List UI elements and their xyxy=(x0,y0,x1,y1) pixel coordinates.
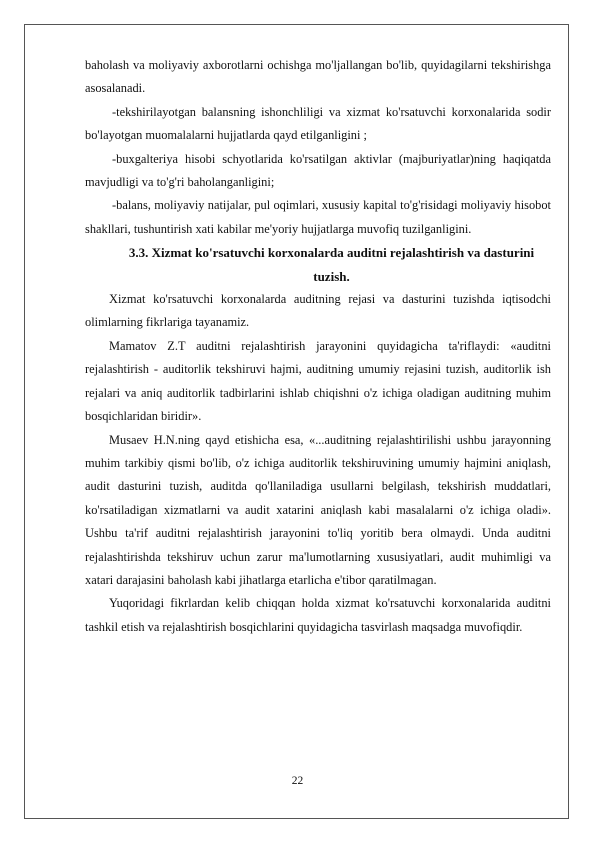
list-item-financial-statements: -balans, moliyaviy natijalar, pul oqimlari, xususiy kapital to'g'risidagi moliyaviy hisobot shakllari, tushuntirish xati kabilar me'yoriy hujjatlarga muvofiq tuzilganligini. xyxy=(85,198,551,236)
paragraph-audit-plan: Xizmat ko'rsatuvchi korxonalarda auditning rejasi va dasturini tuzishda iqtisodchi olimlarning fikrlariga tayanamiz. xyxy=(85,292,551,330)
list-item-balance-reliability: -tekshirilayotgan balansning ishonchliligi va xizmat ko'rsatuvchi korxonalarida sodir bo'layotgan muomalalarni hujjatlarda qayd etilganligini ; xyxy=(85,104,551,143)
list-item-assets-existence: -buxgalteriya hisobi schyotlarida ko'rsatilgan aktivlar (majburiyatlar)ning haqiqatda mavjudligi va to'g'ri baholanganligini; xyxy=(85,151,551,190)
page-number: 22 xyxy=(291,775,304,787)
paragraph-musaev: Musaev H.N.ning qayd etishicha esa, «...auditning rejalashtirilishi ushbu jarayonning muhim tarkibiy qismi bo'lib, o'z ichiga auditorlik tekshiruvining umumiy hajmini aniqlash, audit dasturini tuzish, auditda qo'llaniladiga usullarni belgilash, tekshirish muddatlari, ko'rsatiladigan xizmatlarni va audit xatarini aniqlash kabi masalalarni o'z ichiga oladi». Ushbu ta'rif auditni rejalashtirish jarayonini to'liq yoritib bera olmaydi. Unda auditni rejalashtirishda tekshiruv uchun zarur ma'lumotlarning xususiyatlari, audit muhimligi va xatari darajasini baholash kabi jihatlarga etarlicha e'tibor qaratilmagan. xyxy=(85,432,551,587)
paragraph-mamatov: Mamatov Z.T auditni rejalashtirish jarayonini quyidagicha ta'riflaydi: «auditni rejalashtirish - auditorlik tekshiruvi hajmi, auditning umumiy rejasini tuzish, auditorlik ish rejalari va aniq auditorlik tadbirlarini ishlab chiqishni o'z ichiga oladigan auditning muhim bosqichlaridan biridir». xyxy=(85,338,551,424)
paragraph-intro: baholash va moliyaviy axborotlarni ochishga mo'ljallangan bo'lib, quyidagilarni tekshirishga asosalanadi. xyxy=(85,58,551,96)
section-heading: 3.3. Xizmat ko'rsatuvchi korxonalarda auditni rejalashtirish va dasturini tuzish. xyxy=(128,245,535,284)
document-body xyxy=(85,54,551,639)
paragraph-conclusion: Yuqoridagi fikrlardan kelib chiqqan holda xizmat ko'rsatuvchi korxonalarida auditni tashkil etish va rejalashtirish bosqichlarini quyidagicha tasvirlash maqsadga muvofiqdir. xyxy=(85,596,551,634)
